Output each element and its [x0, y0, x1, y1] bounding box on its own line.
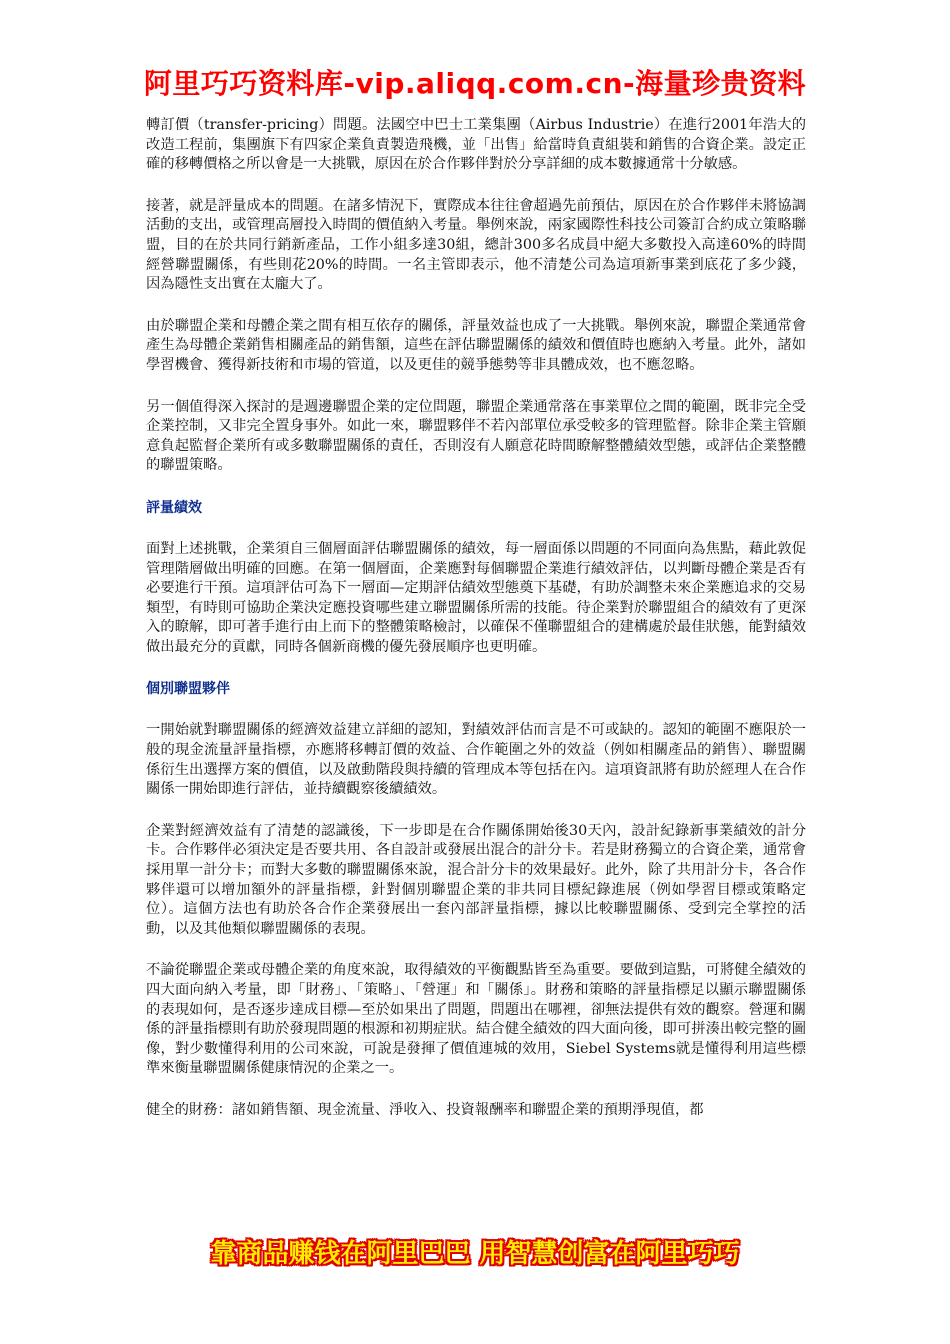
section-heading-individual-partners: 個別聯盟夥伴: [146, 681, 230, 698]
paragraph-three-levels: 面對上述挑戰，企業須自三個層面評估聯盟關係的績效，每一層面係以問題的不同面向為焦點，藉此敦促管理階層做出明確的回應。在第一個層面，企業應對每個聯盟企業進行績效評估，以判斷母體企業是否有必要進行干預。這項評估可為下一層面—定期評估績效型態奠下基礎，有助於調整未來企業應追求的交易類型，有時則可協助企業決定應投資哪些建立聯盟關係所需的技能。待企業對於聯盟組合的績效有了更深入的瞭解，即可著手進行由上而下的整體策略檢討，以確保不僅聯盟組合的建構處於最佳狀態，能對績效做出最充分的貢獻，同時各個新商機的優先發展順序也更明確。: [146, 540, 806, 655]
paragraph-transfer-pricing: 轉訂價（transfer-pricing）問題。法國空中巴士工業集團（Airbus Industrie）在進行2001年浩大的改造工程前，集團旗下有四家企業負責製造飛機，並「出售」給當時負責組裝和銷售的合資企業。設定正確的移轉價格之所以會是一大挑戰，原因在於合作夥伴對於分享詳細的成本數據通常十分敏感。: [146, 117, 806, 173]
paragraph-financial-health: 健全的財務：諸如銷售額、現金流量、淨收入、投資報酬率和聯盟企業的預期淨現值，都: [146, 1101, 704, 1118]
header-banner: 阿里巧巧资料库-vip.aliqq.com.cn-海量珍贵资料: [143, 67, 807, 100]
paragraph-balanced-view: 不論從聯盟企業或母體企業的角度來說，取得績效的平衡觀點皆至為重要。要做到這點，可將健全績效的四大面向納入考量，即「財務」、「策略」、「營運」和「關係」。財務和策略的評量指標足以顯示聯盟關係的表現如何，是否逐步達成目標—至於如果出了問題，問題出在哪裡，卻無法提供有效的觀察。營運和關係的評量指標則有助於發現問題的根源和初期症狀。結合健全績效的四大面向後，即可拼湊出較完整的圖像，對少數懂得利用的公司來說，可說是發揮了價值連城的效用，Siebel Systems就是懂得利用這些標準來衡量聯盟關係健康情況的企業之一。: [146, 962, 806, 1077]
paragraph-cost-measurement: 接著，就是評量成本的問題。在諸多情況下，實際成本往往會超過先前預估，原因在於合作夥伴未將協調活動的支出，或管理高層投入時間的價值納入考量。舉例來說，兩家國際性科技公司簽訂合約成立策略聯盟，目的在於共同行銷新產品，工作小組多達30組，總計300多名成員中絕大多數投入高達60%的時間經營聯盟關係，有些則花20%的時間。一名主管即表示，他不清楚公司為這項新事業到底花了多少錢，因為隱性支出實在太龐大了。: [146, 197, 806, 293]
paragraph-benefit-measurement: 由於聯盟企業和母體企業之間有相互依存的關係，評量效益也成了一大挑戰。舉例來說，聯盟企業通常會產生為母體企業銷售相關產品的銷售額，這些在評估聯盟關係的績效和價值時也應納入考量。此外，諸如學習機會、獲得新技術和市場的管道，以及更佳的競爭態勢等非具體成效，也不應忽略。: [146, 317, 806, 373]
document-body: [146, 116, 806, 1143]
paragraph-economic-understanding: 一開始就對聯盟關係的經濟效益建立詳細的認知，對績效評估而言是不可或缺的。認知的範圍不應限於一般的現金流量評量指標，亦應將移轉訂價的效益、合作範圍之外的效益（例如相關產品的銷售）、聯盟關係衍生出選擇方案的價值，以及啟動階段與持續的管理成本等包括在內。這項資訊將有助於經理人在合作關係一開始即進行評估，並持續觀察後續績效。: [146, 722, 806, 798]
paragraph-scorecard: 企業對經濟效益有了清楚的認識後，下一步即是在合作關係開始後30天內，設計紀錄新事業績效的計分卡。合作夥伴必須決定是否要共用、各自設計或發展出混合的計分卡。若是財務獨立的合資企業，通常會採用單一計分卡；而對大多數的聯盟關係來說，混合計分卡的效果最好。此外，除了共用計分卡，各合作夥伴還可以增加額外的評量指標，針對個別聯盟企業的非共同目標紀錄進展（例如學習目標或策略定位）。這個方法也有助於各合作企業發展出一套內部評量指標，據以比較聯盟關係、受到完全掌控的活動，以及其他類似聯盟關係的表現。: [146, 822, 807, 937]
section-heading-performance: 評量績效: [146, 499, 202, 516]
footer-banner: 靠商品赚钱在阿里巴巴 用智慧创富在阿里巧巧: [210, 1239, 740, 1269]
paragraph-peripheral-alliances: 另一個值得深入探討的是週邊聯盟企業的定位問題，聯盟企業通常落在事業單位之間的範圍，既非完全受企業控制，又非完全置身事外。如此一來，聯盟夥伴不若內部單位承受較多的管理監督。除非企業主管願意負起監督企業所有或多數聯盟關係的責任，否則沒有人願意花時間瞭解整體績效型態，或評估企業整體的聯盟策略。: [146, 398, 806, 474]
